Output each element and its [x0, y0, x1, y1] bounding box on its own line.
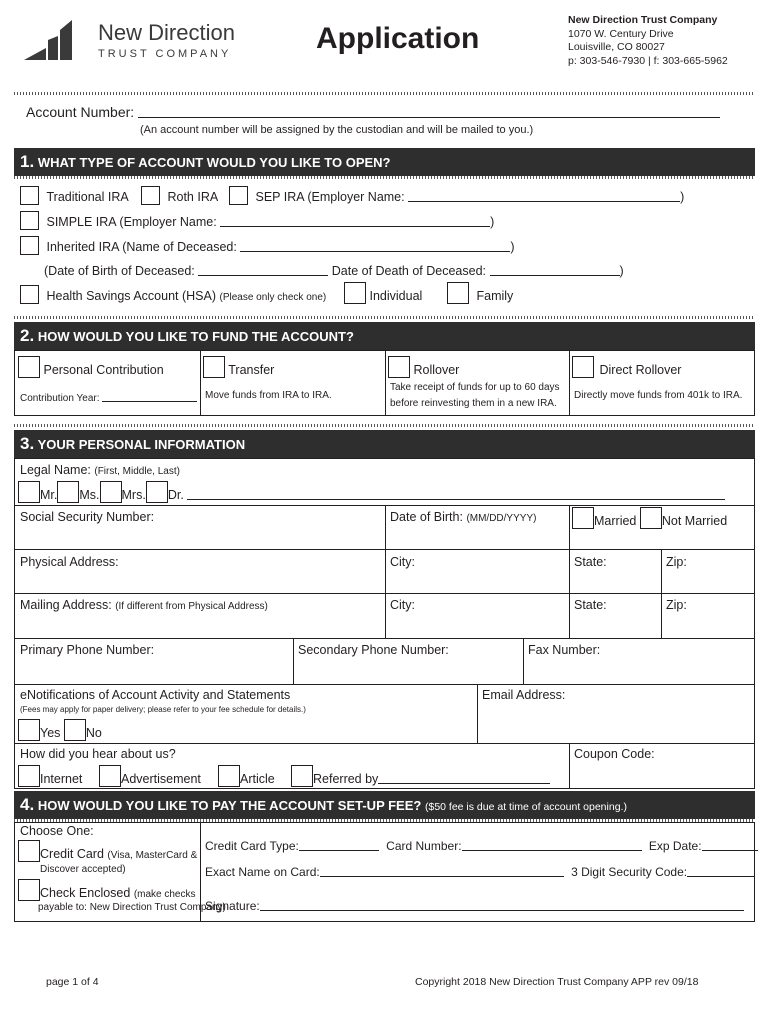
logo-mark-icon	[24, 18, 76, 62]
advertisement-label: Advertisement	[121, 772, 201, 786]
paren: )	[680, 190, 685, 204]
referred-by-label: Referred by	[313, 772, 379, 786]
cc-type-field[interactable]	[299, 839, 379, 851]
exp-date-label: Exp Date:	[648, 839, 702, 853]
internet-checkbox[interactable]	[18, 765, 40, 787]
section-1-title: WHAT TYPE OF ACCOUNT WOULD YOU LIKE TO OPEN?	[37, 155, 391, 170]
married-checkbox[interactable]	[572, 507, 594, 529]
company-address2: Louisville, CO 80027	[568, 41, 665, 53]
copyright: Copyright 2018 New Direction Trust Company APP rev 09/18	[415, 976, 699, 988]
enotif-no-label: No	[85, 726, 102, 740]
paren: )	[510, 240, 515, 254]
credit-card-checkbox[interactable]	[18, 840, 40, 862]
section-4-number: 4.	[20, 795, 35, 814]
legal-name-label: Legal Name:	[20, 463, 91, 477]
enotif-no-checkbox[interactable]	[64, 719, 86, 741]
contribution-year-field[interactable]	[102, 390, 197, 402]
direct-rollover-note: Directly move funds from 401k to IRA.	[574, 390, 743, 401]
advertisement-checkbox[interactable]	[99, 765, 121, 787]
not-married-checkbox[interactable]	[640, 507, 662, 529]
fax-label: Fax Number:	[528, 643, 601, 657]
signature-field[interactable]	[260, 899, 744, 911]
rollover-note-1: Take receipt of funds for up to 60 days	[390, 382, 560, 393]
referred-by-checkbox[interactable]	[291, 765, 313, 787]
rollover-note-2: before reinvesting them in a new IRA.	[390, 398, 557, 409]
physical-state-label: State:	[574, 555, 607, 569]
contribution-year-label: Contribution Year:	[20, 393, 100, 404]
paren: )	[619, 264, 624, 278]
exp-date-field[interactable]	[702, 839, 758, 851]
company-name: New Direction Trust Company	[568, 14, 718, 26]
choose-one-label: Choose One:	[20, 824, 94, 838]
dob-deceased-field[interactable]	[198, 264, 328, 276]
logo-subtitle: TRUST COMPANY	[98, 48, 232, 60]
credit-card-note-1: (Visa, MasterCard &	[107, 850, 198, 861]
credit-card-label: Credit Card	[40, 847, 104, 861]
traditional-ira-checkbox[interactable]	[20, 186, 39, 205]
section-2-number: 2.	[20, 326, 35, 345]
page-title: Application	[316, 22, 480, 55]
email-label: Email Address:	[482, 688, 566, 702]
card-number-field[interactable]	[462, 839, 642, 851]
inherited-ira-checkbox[interactable]	[20, 236, 39, 255]
section-3-header	[14, 430, 755, 458]
hsa-family-checkbox[interactable]	[447, 282, 469, 304]
account-number-note: (An account number will be assigned by the custodian and will be mailed to you.)	[140, 124, 534, 136]
mrs-label: Mrs.	[121, 488, 146, 502]
secondary-phone-label: Secondary Phone Number:	[298, 643, 449, 657]
mailing-zip-label: Zip:	[666, 598, 687, 612]
sep-ira-label: SEP IRA (Employer Name:	[255, 190, 405, 204]
hsa-label: Health Savings Account (HSA)	[46, 289, 217, 303]
logo-name: New Direction	[98, 20, 235, 45]
simple-ira-label: SIMPLE IRA (Employer Name:	[46, 215, 217, 229]
section-1-header	[14, 148, 755, 176]
internet-label: Internet	[40, 772, 83, 786]
signature-label: Signature:	[205, 899, 260, 913]
dob-deceased-label: (Date of Birth of Deceased:	[44, 264, 195, 278]
security-code-field[interactable]	[687, 865, 755, 877]
hsa-individual-checkbox[interactable]	[344, 282, 366, 304]
inherited-ira-label: Inherited IRA (Name of Deceased:	[46, 240, 237, 254]
personal-contribution-checkbox[interactable]	[18, 356, 40, 378]
page-number: page 1 of 4	[46, 976, 99, 988]
mrs-checkbox[interactable]	[100, 481, 122, 503]
paren: )	[490, 215, 495, 229]
mailing-address-note: (If different from Physical Address)	[115, 601, 268, 612]
roth-ira-checkbox[interactable]	[141, 186, 160, 205]
enotif-yes-label: Yes	[40, 726, 61, 740]
transfer-checkbox[interactable]	[203, 356, 225, 378]
section-4-title: HOW WOULD YOU LIKE TO PAY THE ACCOUNT SET-UP FEE?	[37, 798, 422, 813]
direct-rollover-label: Direct Rollover	[599, 363, 682, 377]
deceased-name-field[interactable]	[240, 240, 510, 252]
company-block	[568, 14, 728, 68]
check-enclosed-checkbox[interactable]	[18, 879, 40, 901]
hsa-note: (Please only check one)	[219, 292, 327, 303]
article-checkbox[interactable]	[218, 765, 240, 787]
logo	[24, 18, 234, 64]
personal-contribution-label: Personal Contribution	[43, 363, 164, 377]
ms-checkbox[interactable]	[57, 481, 79, 503]
sep-employer-field[interactable]	[408, 190, 680, 202]
enotifications-label: eNotifications of Account Activity and Statements	[20, 688, 291, 702]
referred-by-field[interactable]	[378, 772, 550, 784]
section-1-number: 1.	[20, 152, 35, 171]
check-enclosed-note-2: payable to: New Direction Trust Company)	[38, 902, 226, 913]
physical-zip-label: Zip:	[666, 555, 687, 569]
primary-phone-label: Primary Phone Number:	[20, 643, 155, 657]
article-label: Article	[240, 772, 275, 786]
check-enclosed-label: Check Enclosed	[40, 886, 131, 900]
enotif-yes-checkbox[interactable]	[18, 719, 40, 741]
cc-type-label: Credit Card Type:	[205, 839, 299, 853]
account-number-label: Account Number:	[26, 104, 135, 120]
exact-name-field[interactable]	[320, 865, 564, 877]
dob-note: (MM/DD/YYYY)	[466, 513, 537, 524]
legal-name-note: (First, Middle, Last)	[94, 466, 180, 477]
section-3-number: 3.	[20, 434, 35, 453]
mr-label: Mr.	[40, 488, 58, 502]
transfer-note: Move funds from IRA to IRA.	[205, 390, 332, 401]
mailing-state-label: State:	[574, 598, 607, 612]
direct-rollover-checkbox[interactable]	[572, 356, 594, 378]
legal-name-field[interactable]	[187, 488, 725, 500]
hsa-individual-label: Individual	[369, 289, 423, 303]
rollover-label: Rollover	[413, 363, 460, 377]
coupon-code-label: Coupon Code:	[574, 747, 655, 761]
mailing-city-label: City:	[390, 598, 415, 612]
dr-label: Dr.	[167, 488, 184, 502]
dr-checkbox[interactable]	[146, 481, 168, 503]
sep-ira-checkbox[interactable]	[229, 186, 248, 205]
section-3-title: YOUR PERSONAL INFORMATION	[37, 437, 246, 452]
hsa-family-label: Family	[476, 289, 514, 303]
physical-city-label: City:	[390, 555, 415, 569]
mailing-address-label: Mailing Address:	[20, 598, 112, 612]
card-number-label: Card Number:	[386, 839, 462, 853]
dod-deceased-label: Date of Death of Deceased:	[331, 264, 487, 278]
transfer-label: Transfer	[228, 363, 275, 377]
security-code-label: 3 Digit Security Code:	[571, 865, 688, 879]
section-4-note: ($50 fee is due at time of account opening.)	[424, 801, 627, 813]
credit-card-note-2: Discover accepted)	[40, 864, 126, 875]
exact-name-label: Exact Name on Card:	[205, 865, 320, 879]
account-number-field[interactable]	[138, 106, 720, 118]
enotifications-note: (Fees may apply for paper delivery; please refer to your fee schedule for details.)	[20, 705, 306, 714]
hsa-checkbox[interactable]	[20, 285, 39, 304]
section-4-header	[14, 791, 755, 819]
section-2-title: HOW WOULD YOU LIKE TO FUND THE ACCOUNT?	[37, 329, 354, 344]
company-phone: p: 303-546-7930 | f: 303-665-5962	[568, 54, 728, 67]
dod-deceased-field[interactable]	[490, 264, 620, 276]
mr-checkbox[interactable]	[18, 481, 40, 503]
simple-employer-field[interactable]	[220, 215, 490, 227]
not-married-label: Not Married	[661, 514, 728, 528]
company-address1: 1070 W. Century Drive	[568, 27, 674, 40]
roth-ira-label: Roth IRA	[167, 190, 219, 204]
simple-ira-checkbox[interactable]	[20, 211, 39, 230]
married-label: Married	[594, 514, 637, 528]
ms-label: Ms.	[79, 488, 100, 502]
physical-address-label: Physical Address:	[20, 555, 119, 569]
dob-label: Date of Birth:	[390, 510, 463, 524]
rollover-checkbox[interactable]	[388, 356, 410, 378]
hear-about-label: How did you hear about us?	[20, 747, 176, 761]
ssn-label: Social Security Number:	[20, 510, 155, 524]
traditional-ira-label: Traditional IRA	[46, 190, 129, 204]
section-2-header	[14, 322, 755, 350]
check-enclosed-note-1: (make checks	[133, 889, 196, 900]
